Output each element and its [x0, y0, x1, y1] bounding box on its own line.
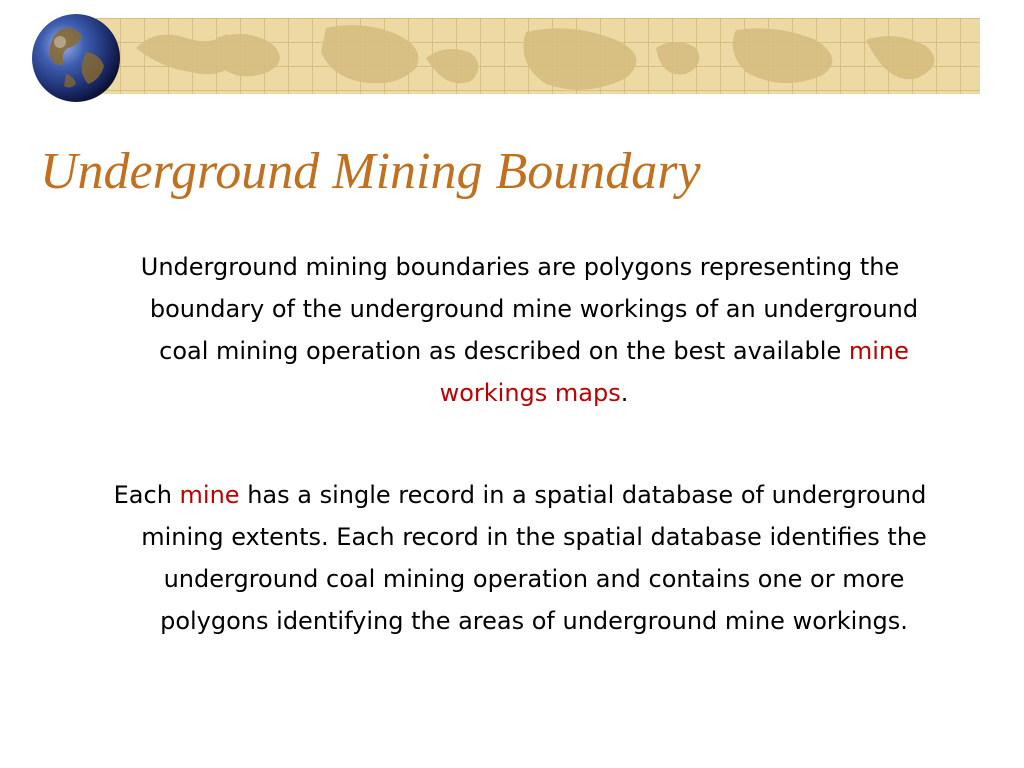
slide-title: Underground Mining Boundary [40, 143, 701, 200]
paragraph-2-text-before: Each [113, 481, 180, 509]
paragraph-1-highlight: mine workings maps [439, 337, 909, 407]
paragraph-1-text-after: . [620, 379, 629, 407]
paragraph-2-highlight: mine [179, 481, 240, 509]
bullet-paragraph-2 [100, 474, 940, 642]
bullet-paragraph-1 [100, 246, 940, 414]
world-map-graphic [96, 18, 980, 94]
slide-body [100, 246, 940, 642]
globe-icon [30, 12, 122, 104]
paragraph-1-text-before: Underground mining boundaries are polygons representing the boundary of the underground mine workings of an underground coal mining operation as described on the best available [140, 253, 919, 365]
paragraph-2-text-after: has a single record in a spatial database of underground mining extents. Each record in the spatial database identifies the underground coal mining operation and contains one or more polygons identifying the areas of underground mine workings. [141, 481, 927, 635]
world-map-banner [96, 18, 980, 94]
